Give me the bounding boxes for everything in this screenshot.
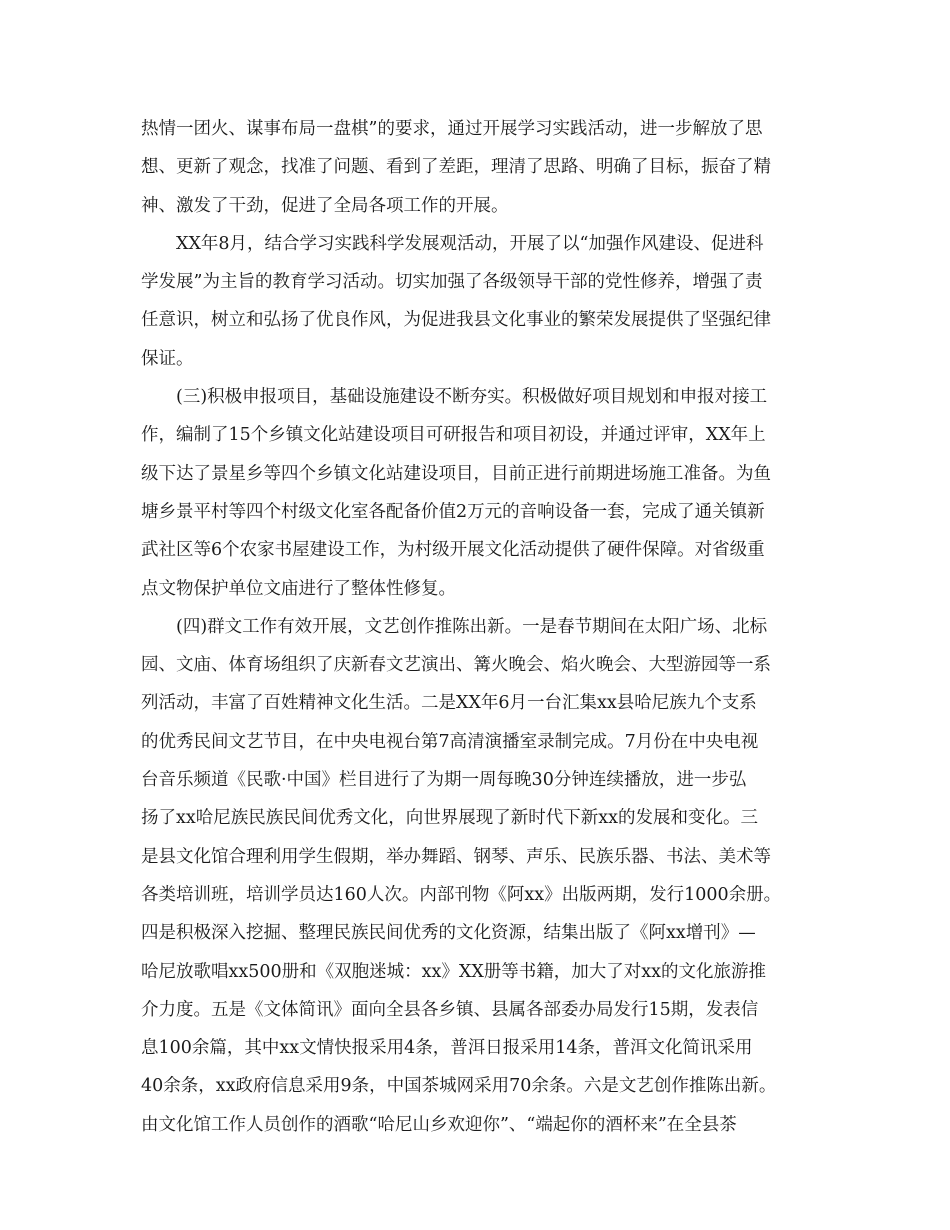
text-line: 级下达了景星乡等四个乡镇文化站建设项目，目前正进行前期进场施工准备。为鱼 (141, 463, 771, 484)
text-line: 介力度。五是《文体简讯》面向全县各乡镇、县属各部委办局发行15期，发表信 (141, 999, 759, 1020)
document-body (141, 110, 831, 1144)
text-line: 想、更新了观念，找准了问题、看到了差距，理清了思路、明确了目标，振奋了精 (141, 157, 771, 178)
text-line: 武社区等6个农家书屋建设工作，为村级开展文化活动提供了硬件保障。对省级重 (141, 540, 765, 561)
text-line: 40余条，xx政府信息采用9条，中国茶城网采用70余条。六是文艺创作推陈出新。 (141, 1076, 777, 1097)
text-line: 园、文庙、体育场组织了庆新春文艺演出、篝火晚会、焰火晚会、大型游园等一系 (141, 655, 771, 676)
text-line: 热情一团火、谋事布局一盘棋”的要求，通过开展学习实践活动，进一步解放了思 (141, 119, 763, 139)
text-line: 保证。 (141, 348, 194, 369)
text-line: 扬了xx哈尼族民族民间优秀文化，向世界展现了新时代下新xx的发展和变化。三 (141, 808, 758, 829)
text-line: 塘乡景平村等四个村级文化室各配备价值2万元的音响设备一套，完成了通关镇新 (141, 501, 765, 522)
text-line: (三)积极申报项目，基础设施建设不断夯实。积极做好项目规划和申报对接工 (176, 387, 768, 408)
text-line: (四)群文工作有效开展，文艺创作推陈出新。一是春节期间在太阳广场、北标 (176, 616, 768, 637)
text-line: 台音乐频道《民歌·中国》栏目进行了为期一周每晚30分钟连续播放，进一步弘 (141, 770, 747, 791)
text-line: 点文物保护单位文庙进行了整体性修复。 (141, 578, 456, 599)
text-line: 各类培训班，培训学员达160人次。内部刊物《阿xx》出版两期，发行1000余册。 (141, 884, 782, 905)
text-line: 的优秀民间文艺节目，在中央电视台第7高清演播室录制完成。7月份在中央电视 (141, 731, 759, 752)
text-line: 四是积极深入挖掘、整理民族民间优秀的文化资源，结集出版了《阿xx增刊》— (141, 923, 756, 944)
text-line: 由文化馆工作人员创作的酒歌“哈尼山乡欢迎你”、“端起你的酒杯来”在全县茶 (141, 1114, 737, 1135)
text-line: 是县文化馆合理利用学生假期，举办舞蹈、钢琴、声乐、民族乐器、书法、美术等 (141, 846, 771, 867)
text-line: 学发展”为主旨的教育学习活动。切实加强了各级领导干部的党性修养，增强了责 (141, 272, 763, 293)
text-line: 作，编制了15个乡镇文化站建设项目可研报告和项目初设，并通过评审，XX年上 (141, 425, 766, 446)
text-line: 任意识，树立和弘扬了优良作风，为促进我县文化事业的繁荣发展提供了坚强纪律 (141, 310, 771, 331)
text-line: 神、激发了干劲，促进了全局各项工作的开展。 (141, 195, 509, 216)
text-line: XX年8月，结合学习实践科学发展观活动，开展了以“加强作风建设、促进科 (176, 233, 764, 254)
text-line: 哈尼放歌唱xx500册和《双胞迷城：xx》XX册等书籍，加大了对xx的文化旅游推 (141, 961, 767, 982)
text-line: 息100余篇，其中xx文情快报采用4条，普洱日报采用14条，普洱文化简讯采用 (141, 1038, 753, 1059)
text-line: 列活动，丰富了百姓精神文化生活。二是XX年6月一台汇集xx县哈尼族九个支系 (141, 693, 757, 714)
